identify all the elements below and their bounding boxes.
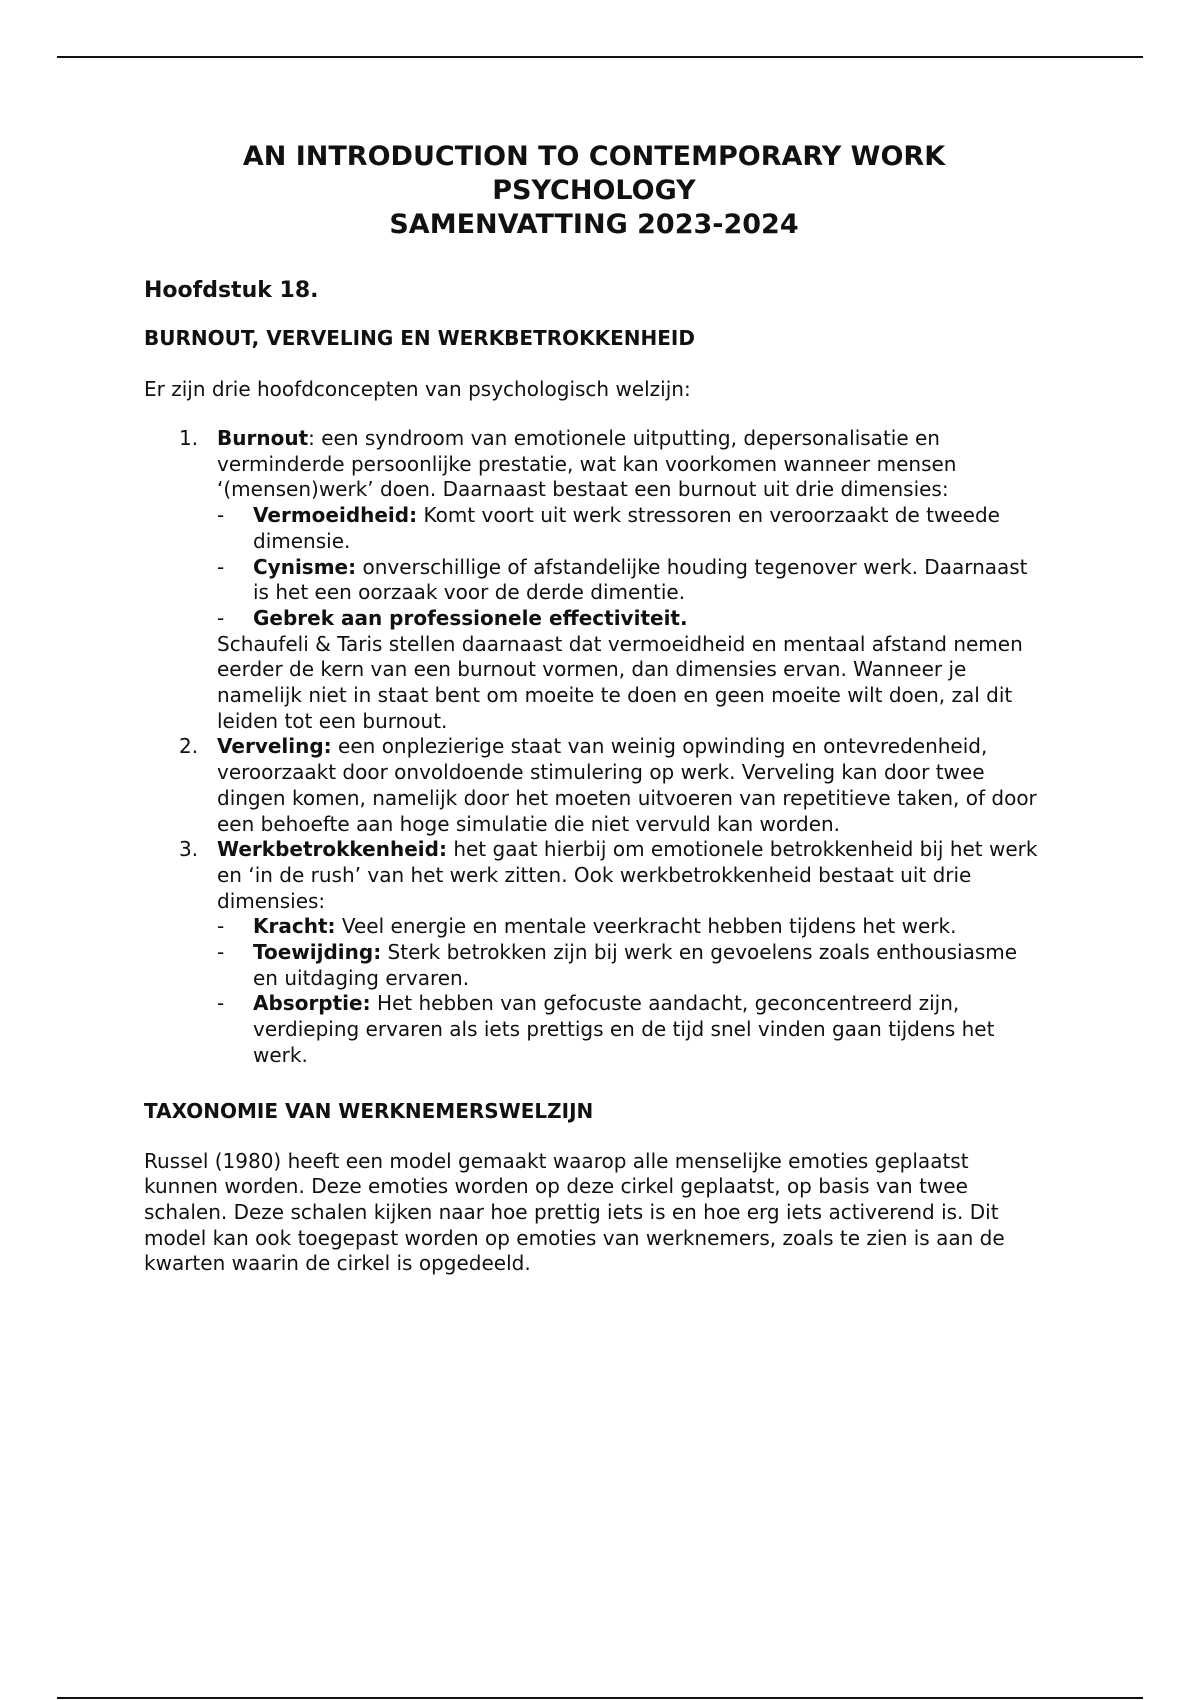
dash-bullet: - (217, 554, 225, 579)
dash-bullet: - (217, 605, 225, 630)
title-line: PSYCHOLOGY (492, 175, 696, 206)
document-title (144, 140, 1044, 242)
title-line: AN INTRODUCTION TO CONTEMPORARY WORK (242, 141, 946, 172)
burnout-dimensions (217, 503, 1044, 632)
sub-term: Cynisme: (253, 554, 357, 579)
dash-bullet: - (217, 503, 225, 528)
sub-term: Toewijding: (253, 940, 382, 965)
sub-text: Het hebben van gefocuste aandacht, geconcentreerd zijn, verdieping ervaren als iets prettigs en de tijd snel vinden gaan tijdens het werk. (253, 991, 995, 1067)
bottom-rule (57, 1697, 1143, 1699)
list-number: 2. (179, 734, 199, 759)
sub-text: Sterk betrokken zijn bij werk en gevoelens zoals enthousiasme en uitdaging ervaren. (253, 940, 1018, 990)
sub-list-item (217, 914, 1044, 940)
sub-list-item (217, 940, 1044, 991)
top-rule (57, 56, 1143, 58)
section-heading-taxonomie: TAXONOMIE VAN WERKNEMERSWELZIJN (144, 1098, 594, 1123)
sub-list-item (217, 503, 1044, 554)
sub-text: Komt voort uit werk stressoren en veroorzaakt de tweede dimensie. (253, 503, 1000, 553)
list-number: 1. (179, 426, 199, 450)
sub-term: Absorptie: (253, 991, 371, 1016)
concept-list (144, 426, 1044, 1069)
title-line: SAMENVATTING 2023-2024 (389, 209, 799, 240)
term-werkbetrokkenheid: Werkbetrokkenheid: (217, 837, 447, 862)
sub-text: onverschillige of afstandelijke houding tegenover werk. Daarnaast is het een oorzaak voor de derde dimentie. (253, 554, 1028, 605)
dash-bullet: - (217, 940, 225, 965)
definition-text: een onplezierige staat van weinig opwinding en ontevredenheid, veroorzaakt door onvoldoende stimulering op werk. Verveling kan door twee dingen komen, namelijk door het moeten uitvoeren van repetitieve taken, of door een behoefte aan hoge simulatie die niet vervuld kan worden. (217, 734, 1037, 836)
term-burnout: Burnout (217, 426, 309, 450)
definition-text: het gaat hierbij om emotionele betrokkenheid bij het werk en ‘in de rush’ van het werk zitten. Ook werkbetrokkenheid bestaat uit drie dimensies: (217, 837, 1038, 913)
section-heading-burnout: BURNOUT, VERVELING EN WERKBETROKKENHEID (144, 326, 695, 350)
list-item-burnout (144, 426, 1044, 734)
list-number: 3. (179, 837, 199, 862)
dash-bullet: - (217, 991, 225, 1016)
definition-text: : een syndroom van emotionele uitputting, depersonalisatie en verminderde persoonlijke prestatie, wat kan voorkomen wanneer mensen ‘(mensen)werk’ doen. Daarnaast bestaat een burnout uit drie dimensies: (217, 426, 957, 502)
burnout-followup-text: Schaufeli & Taris stellen daarnaast dat vermoeidheid en mentaal afstand nemen eerder de kern van een burnout vormen, dan dimensies ervan. Wanneer je namelijk niet in staat bent om moeite te doen en geen moeite wilt doen, zal dit leiden tot een burnout. (217, 631, 1023, 733)
dash-bullet: - (217, 914, 225, 939)
taxonomie-paragraph: Russel (1980) heeft een model gemaakt waarop alle menselijke emoties geplaatst kunnen worden. Deze emoties worden op deze cirkel geplaatst, op basis van twee schalen. Deze schalen kijken naar hoe prettig iets is en hoe erg iets activerend is. Dit model kan ook toegepast worden op emoties van werknemers, zoals te zien is aan de kwarten waarin de cirkel is opgedeeld. (144, 1148, 1005, 1276)
sub-term: Vermoeidheid: (253, 503, 418, 528)
sub-term: Gebrek aan professionele effectiviteit. (253, 605, 688, 630)
intro-paragraph: Er zijn drie hoofdconcepten van psychologisch welzijn: (144, 377, 691, 401)
sub-term: Kracht: (253, 914, 336, 939)
term-verveling: Verveling: (217, 734, 332, 759)
engagement-dimensions (217, 914, 1044, 1068)
chapter-heading: Hoofdstuk 18. (144, 278, 319, 303)
sub-text: Veel energie en mentale veerkracht hebben tijdens het werk. (335, 914, 957, 939)
list-item-werkbetrokkenheid (144, 837, 1044, 1068)
list-item-verveling (144, 734, 1044, 837)
sub-list-item (217, 555, 1044, 606)
sub-list-item (217, 991, 1044, 1068)
document-page (144, 140, 1044, 1277)
sub-list-item (217, 606, 1044, 632)
